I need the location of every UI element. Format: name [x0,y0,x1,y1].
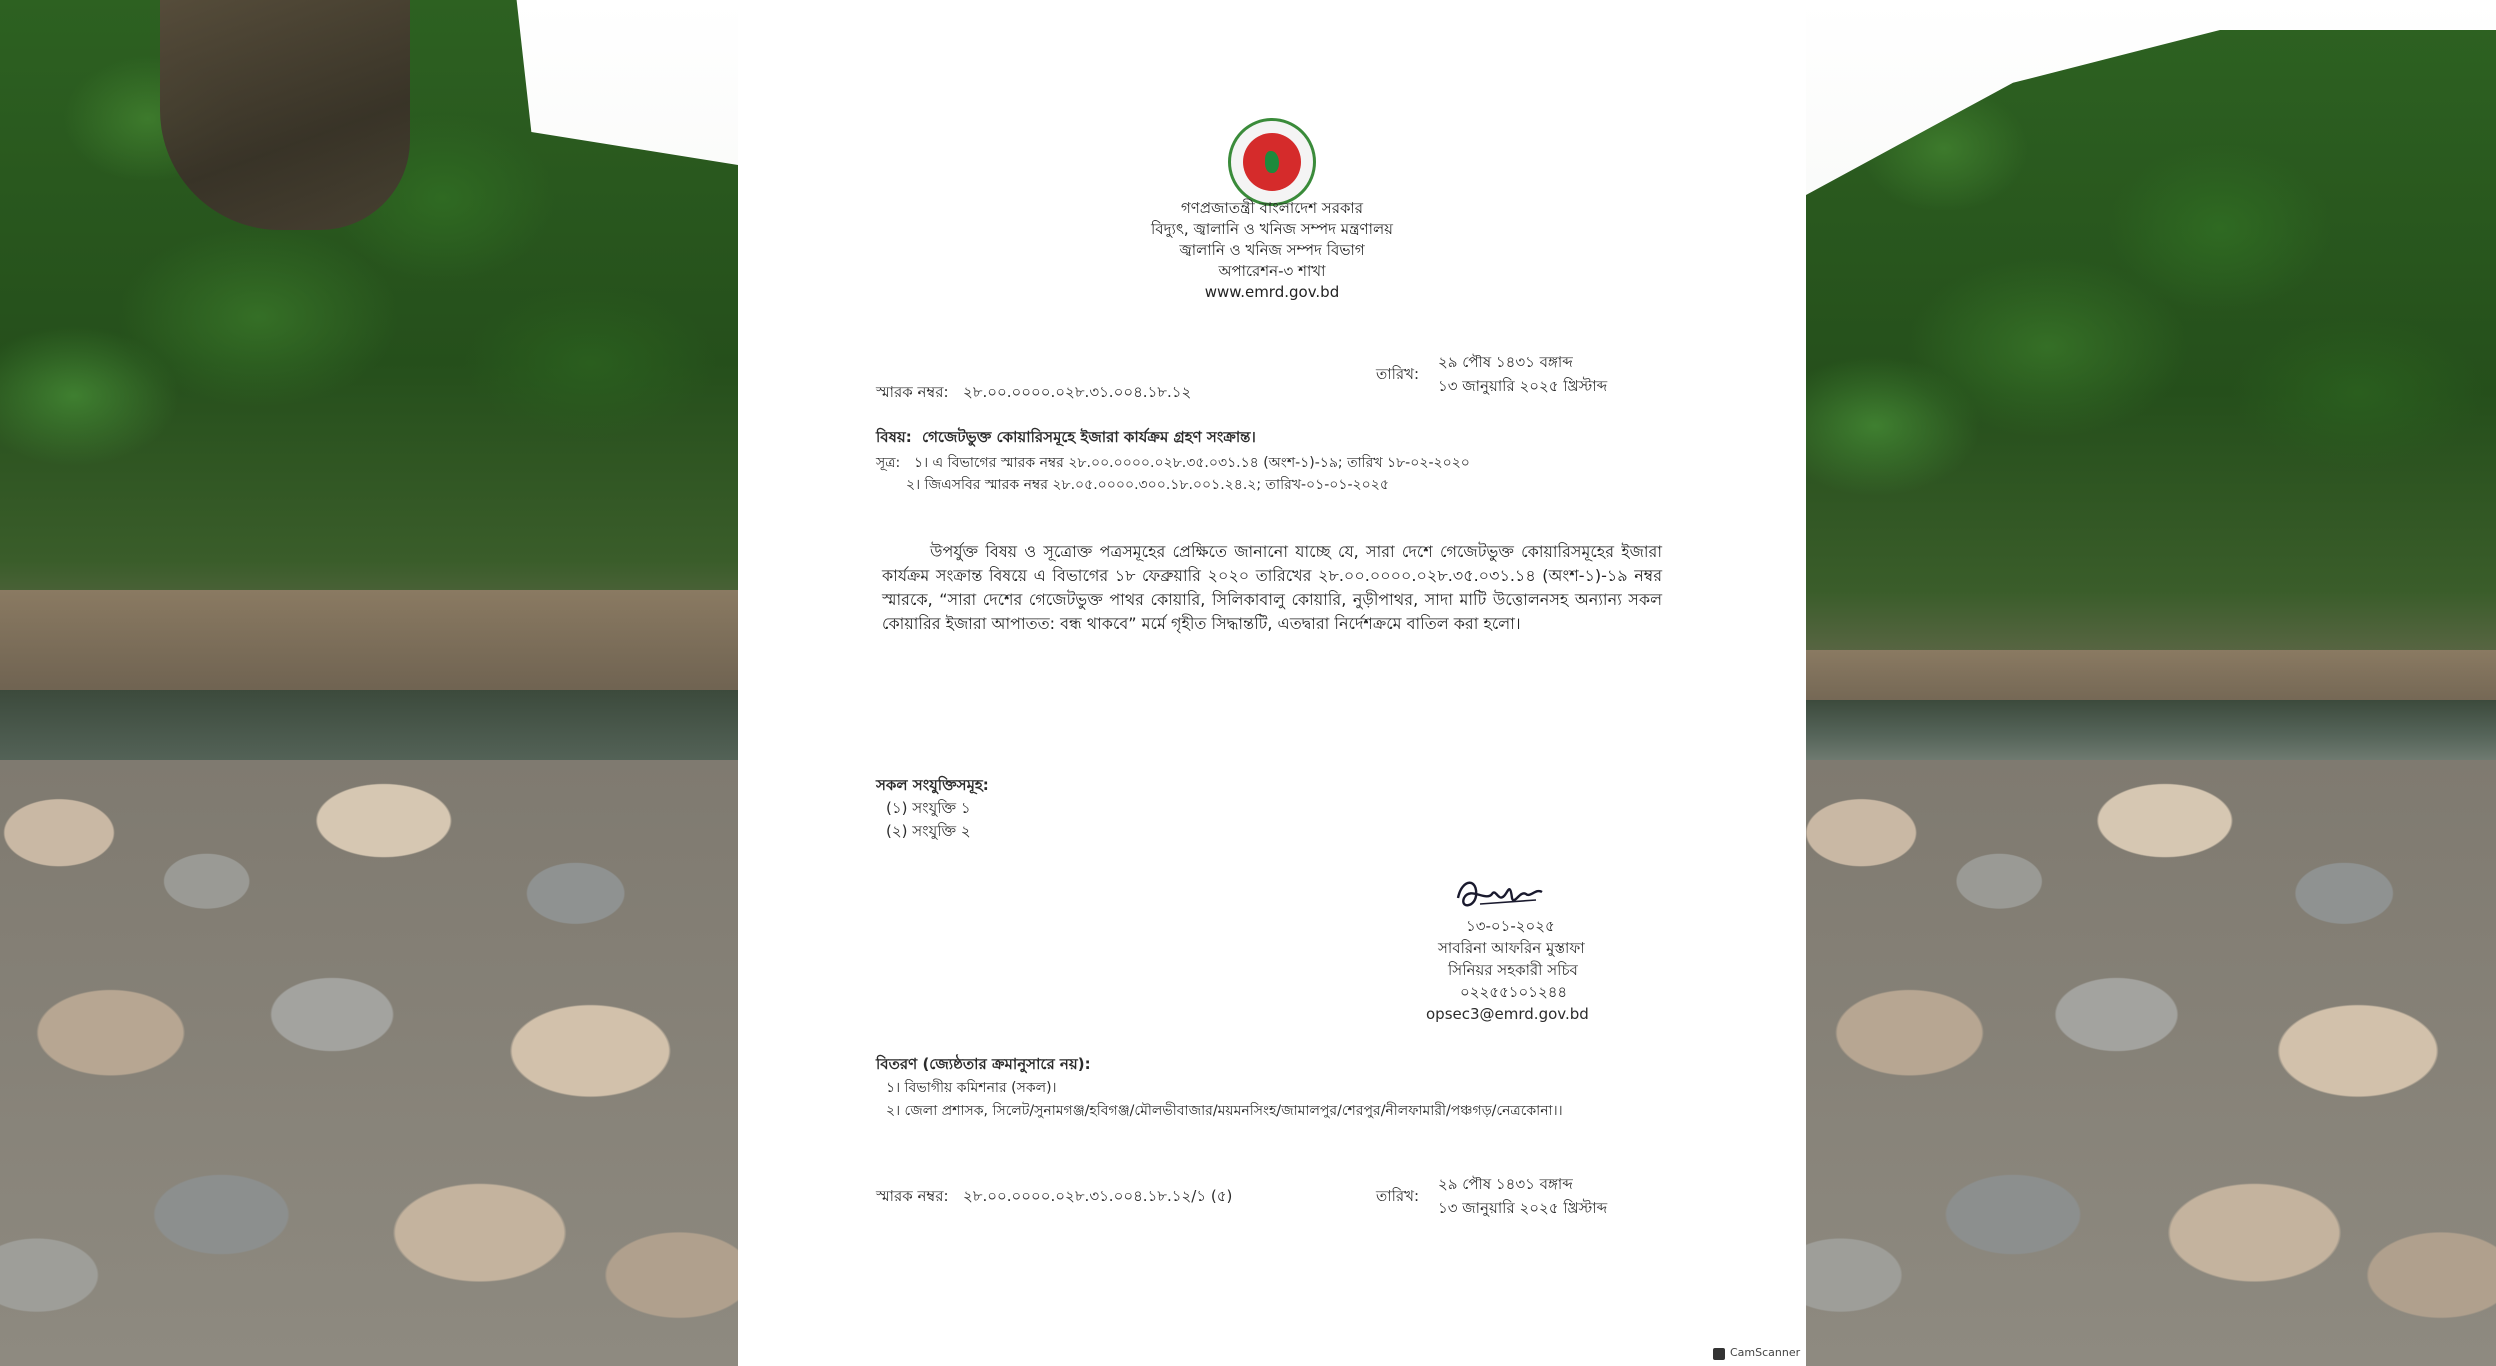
attachment-1[interactable]: (১) সংযুক্তি ১ [886,799,971,817]
attachments-label: সকল সংযুক্তিসমূহ: [876,776,989,794]
attachment-2[interactable]: (২) সংযুক্তি ২ [886,822,971,840]
website-link[interactable]: www.emrd.gov.bd [1204,283,1340,301]
date-bangla: ২৯ পৌষ ১৪৩১ বঙ্গাব্দ [1438,353,1573,371]
branch-name: অপারেশন-৩ শাখা [1218,262,1326,280]
body-paragraph: উপর্যুক্ত বিষয় ও সূত্রোক্ত পত্রসমূহের প্রেক্ষিতে জানানো যাচ্ছে যে, সারা দেশে গেজেটভুক্ত কোয়ারিসমূহের ইজারা কার্যক্রম সংক্রান্ত বিষয়ে এ বিভাগের ১৮ ফেব্রুয়ারি ২০২০ তারিখের ২৮.০০.০০০০.০২৮.৩৫.০৩১.১৪ (অংশ-১)-১৯ নম্বর স্মারকে, “সারা দেশের গেজেটভুক্ত পাথর কোয়ারি, সিলিকাবালু কোয়ারি, নুড়ীপাথর, সাদা মাটি উত্তোলনসহ অন্যান্য সকল কোয়ারির ইজারা আপাতত: বন্ধ থাকবে” মর্মে গৃহীত সিদ্ধান্তটি, এতদ্বারা নির্দেশক্রমে বাতিল করা হলো। [882,542,1662,633]
signatory-phone: ০২২৫৫১০১২৪৪ [1460,983,1568,1001]
government-notice-document [738,0,1806,1366]
river-water [1806,700,2496,760]
reference-1: ১। এ বিভাগের স্মারক নম্বর ২৮.০০.০০০০.০২৮.৩৫.০৩১.১৪ (অংশ-১)-১৯; তারিখ ১৮-০২-২০২০ [914,455,1470,471]
distribution-item-1: ১। বিভাগীয় কমিশনার (সকল)। [886,1080,1057,1096]
ref2-number: ২৮.০০.০০০০.০২৮.৩১.০০৪.১৮.১২/১ (৫) [963,1187,1233,1205]
distribution-item-2: ২। জেলা প্রশাসক, সিলেট/সুনামগঞ্জ/হবিগঞ্জ/মৌলভীবাজার/ময়মনসিংহ/জামালপুর/শেরপুর/নীলফামারী/পঞ্চগড়/নেত্রকোনা।। [886,1103,1563,1119]
references-label: সূত্র: [876,455,901,471]
division-name: জ্বালানি ও খনিজ সম্পদ বিভাগ [1179,241,1365,259]
distribution-label: বিতরণ (জ্যেষ্ঠতার ক্রমানুসারে নয়): [876,1055,1091,1073]
date-english: ১৩ জানুয়ারি ২০২৫ খ্রিস্টাব্দ [1438,377,1608,395]
signature-date: ১৩-০১-২০২৫ [1466,917,1555,935]
government-seal-icon [1228,118,1316,206]
date-label: তারিখ: [1376,365,1420,383]
signatory-name: সাবরিনা আফরিন মুস্তাফা [1438,939,1585,957]
ref-label: স্মারক নম্বর: [876,383,949,401]
camscanner-watermark: CamScanner [1730,1346,1801,1359]
date2-english: ১৩ জানুয়ারি ২০২৫ খ্রিস্টাব্দ [1438,1199,1608,1217]
date2-label: তারিখ: [1376,1187,1420,1205]
ref2-label: স্মারক নম্বর: [876,1187,949,1205]
reference-2: ২। জিএসবির স্মারক নম্বর ২৮.০৫.০০০০.৩০০.১৮.০০১.২৪.২; তারিখ-০১-০১-২০২৫ [906,477,1389,493]
ref-number: ২৮.০০.০০০০.০২৮.৩১.০০৪.১৮.১২ [963,383,1192,401]
subject-label: বিষয়: [876,428,912,446]
background-photo-left [0,0,738,1366]
camscanner-logo-icon [1713,1348,1725,1360]
govt-name: গণপ্রজাতন্ত্রী বাংলাদেশ সরকার [1180,199,1364,217]
signatory-email[interactable]: opsec3@emrd.gov.bd [1426,1005,1589,1023]
river-stones [0,760,738,1366]
rock-cliff [160,0,410,230]
river-stones [1806,760,2496,1366]
signature-image [1450,868,1550,918]
signatory-designation: সিনিয়র সহকারী সচিব [1448,961,1578,979]
letterhead [1072,198,1472,303]
date2-bangla: ২৯ পৌষ ১৪৩১ বঙ্গাব্দ [1438,1175,1573,1193]
subject-text: গেজেটভুক্ত কোয়ারিসমূহে ইজারা কার্যক্রম গ্রহণ সংক্রান্ত। [922,428,1256,446]
ministry-name: বিদ্যুৎ, জ্বালানি ও খনিজ সম্পদ মন্ত্রণালয় [1151,220,1393,238]
background-photo-right [1806,0,2496,1366]
